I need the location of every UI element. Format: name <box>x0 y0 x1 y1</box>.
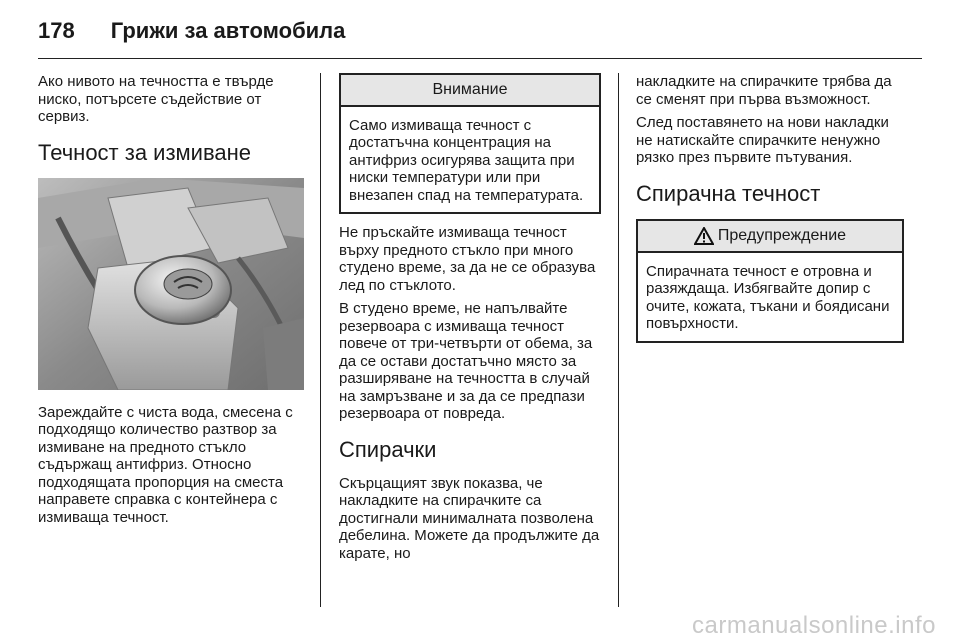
column-divider-1 <box>320 73 321 607</box>
watermark: carmanualsonline.info <box>692 612 936 639</box>
column-1 <box>38 73 308 532</box>
warning-text: Спирачната течност е отровна и разяждаща. Избягвайте допир с очите, кожата, тъкани и боядисани повърхности. <box>646 262 890 332</box>
caution-title: Внимание <box>341 75 599 107</box>
warning-triangle-icon <box>694 227 714 245</box>
washer-reservoir-photo <box>38 178 304 390</box>
brakes-paragraph: Скърцащият звук показва, че накладките на спирачките са достигнали минималната позволена дебелина. Можете да продължите да карате, но <box>339 474 600 562</box>
warning-title: Предупреждение <box>717 226 847 244</box>
brakes-continued-paragraph: накладките на спирачките трябва да се сменят при първа възможност. <box>636 73 892 108</box>
warning-box <box>636 219 904 343</box>
page-number: 178 <box>38 18 75 43</box>
column-2 <box>339 73 601 568</box>
header-rule <box>38 58 922 59</box>
intro-paragraph: Ако нивото на течността е твърде ниско, потърсете съдействие от сервиз. <box>38 73 274 125</box>
cold-weather-spray-paragraph: Не пръскайте измиваща течност върху предното стъкло при много студено време, за да не се образува лед по стъклото. <box>339 224 596 294</box>
new-pads-paragraph: След поставянето на нови накладки не натискайте спирачките ненужно рязко през първите пътувания. <box>636 114 889 166</box>
warning-header <box>638 221 902 253</box>
washer-fluid-paragraph: Зареждайте с чиста вода, смесена с подходящо количество разтвор за измиване на предното стъкло съдържащ антифриз. Относно подходящата пропорция на сместа направете справка с контейнера с измиваща течност. <box>38 403 293 526</box>
caution-text: Само измиваща течност с достатъчна концентрация на антифриз осигурява защита при ниски температури или при внезапен спад на температурата. <box>349 116 584 204</box>
brake-fluid-heading: Спирачна течност <box>636 180 821 206</box>
column-divider-2 <box>618 73 619 607</box>
washer-fluid-heading: Течност за измиване <box>38 139 252 165</box>
page-header <box>38 18 345 48</box>
chapter-title: Грижи за автомобила <box>110 18 346 43</box>
brakes-heading: Спирачки <box>339 436 437 462</box>
column-3 <box>636 73 904 353</box>
caution-box <box>339 73 601 214</box>
cold-weather-fill-paragraph: В студено време, не напълвайте резервоара с измиваща течност повече от три-четвърти от обема, за да се остави достатъчно място за разширяване на течността в случай на замръзване и за да се предпази резервоара от повреда. <box>339 300 593 422</box>
